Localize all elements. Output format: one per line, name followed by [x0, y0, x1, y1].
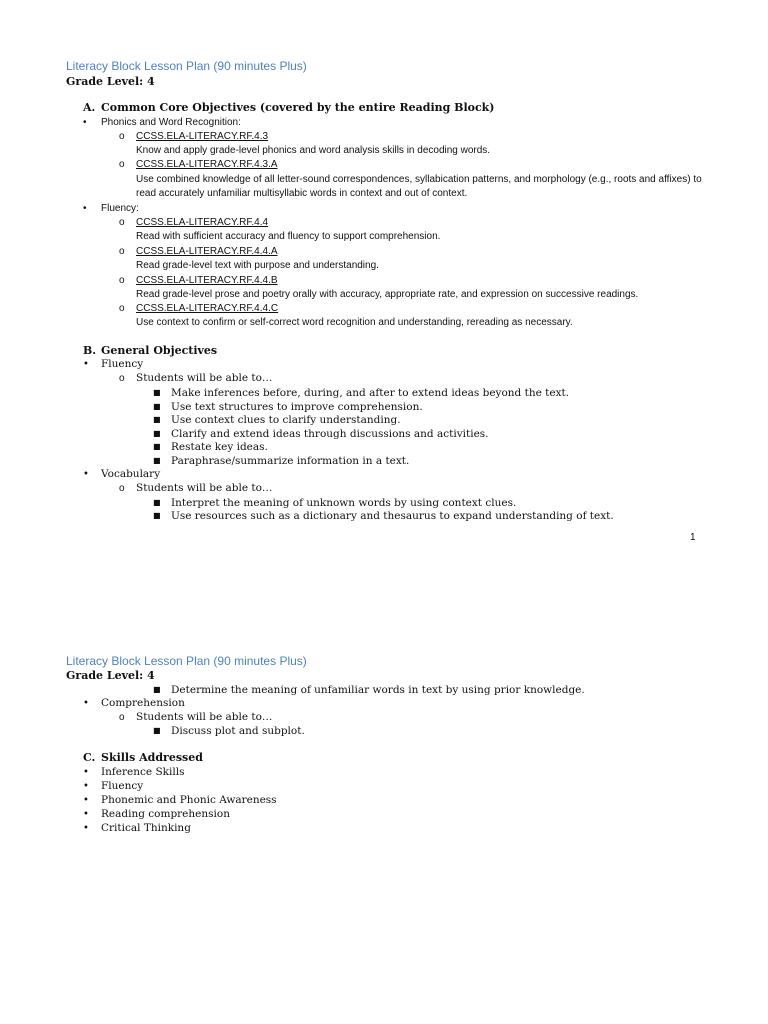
page-2 — [0, 600, 768, 1024]
bullet-icon: • — [83, 117, 87, 128]
list-item: ■ Interpret the meaning of unknown words by using context clues. — [153, 497, 517, 509]
list-item: ■ Clarify and extend ideas through discussions and activities. — [153, 428, 489, 440]
list-item: • Comprehension — [83, 697, 185, 709]
section-c-heading — [83, 751, 203, 764]
standard-link[interactable]: CCSS.ELA-LITERACY.RF.4.4.A — [136, 246, 278, 257]
list-item: • Phonemic and Phonic Awareness — [83, 794, 277, 806]
grade-level: Grade Level: 4 — [66, 669, 155, 682]
list-item: • Fluency — [83, 780, 144, 792]
section-c-letter: C. — [83, 751, 96, 764]
circle-bullet-icon: o — [119, 712, 125, 723]
standard-description: Read grade-level text with purpose and understanding. — [136, 260, 379, 271]
section-a-letter: A. — [83, 101, 96, 114]
section-b-title: General Objectives — [101, 344, 218, 357]
document-title: Literacy Block Lesson Plan (90 minutes Plus) — [66, 59, 307, 73]
list-item: ■ Use text structures to improve comprehension. — [153, 401, 423, 413]
square-bullet-icon: ■ — [153, 429, 161, 438]
square-bullet-icon: ■ — [153, 511, 161, 520]
section-c-title: Skills Addressed — [101, 751, 203, 764]
bullet-icon: • — [83, 359, 89, 370]
standard-description: Know and apply grade-level phonics and word analysis skills in decoding words. — [136, 145, 491, 156]
bullet-icon: • — [83, 469, 89, 480]
list-item: • Fluency — [83, 358, 144, 370]
section-a-heading — [83, 101, 495, 114]
bullet-icon: • — [83, 698, 89, 709]
list-item: • Vocabulary — [83, 468, 161, 480]
standard-link[interactable]: CCSS.ELA-LITERACY.RF.4.4.B — [136, 275, 278, 286]
standard-link[interactable]: CCSS.ELA-LITERACY.RF.4.4 — [136, 217, 269, 228]
bullet-icon: • — [83, 795, 89, 806]
list-item: o Students will be able to… — [119, 372, 273, 384]
list-item: ■ Restate key ideas. — [153, 441, 268, 453]
square-bullet-icon: ■ — [153, 442, 161, 451]
list-item: ■ Use resources such as a dictionary and thesaurus to expand understanding of text. — [153, 510, 614, 522]
circle-bullet-icon: o — [119, 217, 125, 228]
circle-bullet-icon: o — [119, 246, 125, 257]
standard-link[interactable]: CCSS.ELA-LITERACY.RF.4.3 — [136, 131, 269, 142]
list-item: • Fluency: — [83, 203, 139, 214]
standard-description: Use combined knowledge of all letter-sound correspondences, syllabication patterns, and morphology (e.g., roots and affixes) to read accurately unfamiliar multisyllabic words in context and out of context. — [136, 174, 702, 199]
circle-bullet-icon: o — [119, 159, 125, 170]
list-item: ■ Discuss plot and subplot. — [153, 725, 305, 737]
circle-bullet-icon: o — [119, 483, 125, 494]
bullet-icon: • — [83, 203, 87, 214]
list-item: • Inference Skills — [83, 766, 185, 778]
standard-code-row — [119, 302, 278, 315]
grade-level: Grade Level: 4 — [66, 75, 155, 88]
bullet-icon: • — [83, 823, 89, 834]
standard-link[interactable]: CCSS.ELA-LITERACY.RF.4.4.C — [136, 303, 279, 314]
circle-bullet-icon: o — [119, 275, 125, 286]
square-bullet-icon: ■ — [153, 498, 161, 507]
list-item: • Reading comprehension — [83, 808, 230, 820]
square-bullet-icon: ■ — [153, 415, 161, 424]
section-a-title: Common Core Objectives (covered by the entire Reading Block) — [101, 101, 495, 114]
circle-bullet-icon: o — [119, 131, 125, 142]
list-item: o Students will be able to… — [119, 482, 273, 494]
standard-description: Read grade-level prose and poetry orally with accuracy, appropriate rate, and expression on successive readings. — [136, 289, 639, 300]
standard-description: Use context to confirm or self-correct word recognition and understanding, rereading as necessary. — [136, 317, 573, 328]
square-bullet-icon: ■ — [153, 685, 161, 694]
standard-code-row — [119, 130, 268, 143]
page-number: 1 — [690, 532, 696, 543]
section-b-heading — [83, 344, 217, 357]
document-title: Literacy Block Lesson Plan (90 minutes Plus) — [66, 654, 307, 668]
list-item: • Critical Thinking — [83, 822, 191, 834]
bullet-icon: • — [83, 767, 89, 778]
standard-code-row — [119, 245, 278, 258]
section-b-letter: B. — [83, 344, 97, 357]
bullet-icon: • — [83, 781, 89, 792]
list-item: ■ Paraphrase/summarize information in a text. — [153, 455, 410, 467]
square-bullet-icon: ■ — [153, 456, 161, 465]
list-item: • Phonics and Word Recognition: — [83, 117, 241, 128]
square-bullet-icon: ■ — [153, 726, 161, 735]
standard-code-row — [119, 216, 268, 229]
standard-link[interactable]: CCSS.ELA-LITERACY.RF.4.3.A — [136, 159, 278, 170]
circle-bullet-icon: o — [119, 373, 125, 384]
standard-code-row — [119, 274, 278, 287]
standard-description: Read with sufficient accuracy and fluency to support comprehension. — [136, 231, 441, 242]
circle-bullet-icon: o — [119, 303, 125, 314]
bullet-icon: • — [83, 809, 89, 820]
list-item: ■ Use context clues to clarify understanding. — [153, 414, 401, 426]
list-item: ■ Make inferences before, during, and after to extend ideas beyond the text. — [153, 387, 570, 399]
list-item: o Students will be able to… — [119, 711, 273, 723]
standard-code-row — [119, 158, 278, 171]
list-item: ■ Determine the meaning of unfamiliar words in text by using prior knowledge. — [153, 684, 585, 696]
square-bullet-icon: ■ — [153, 402, 161, 411]
square-bullet-icon: ■ — [153, 388, 161, 397]
